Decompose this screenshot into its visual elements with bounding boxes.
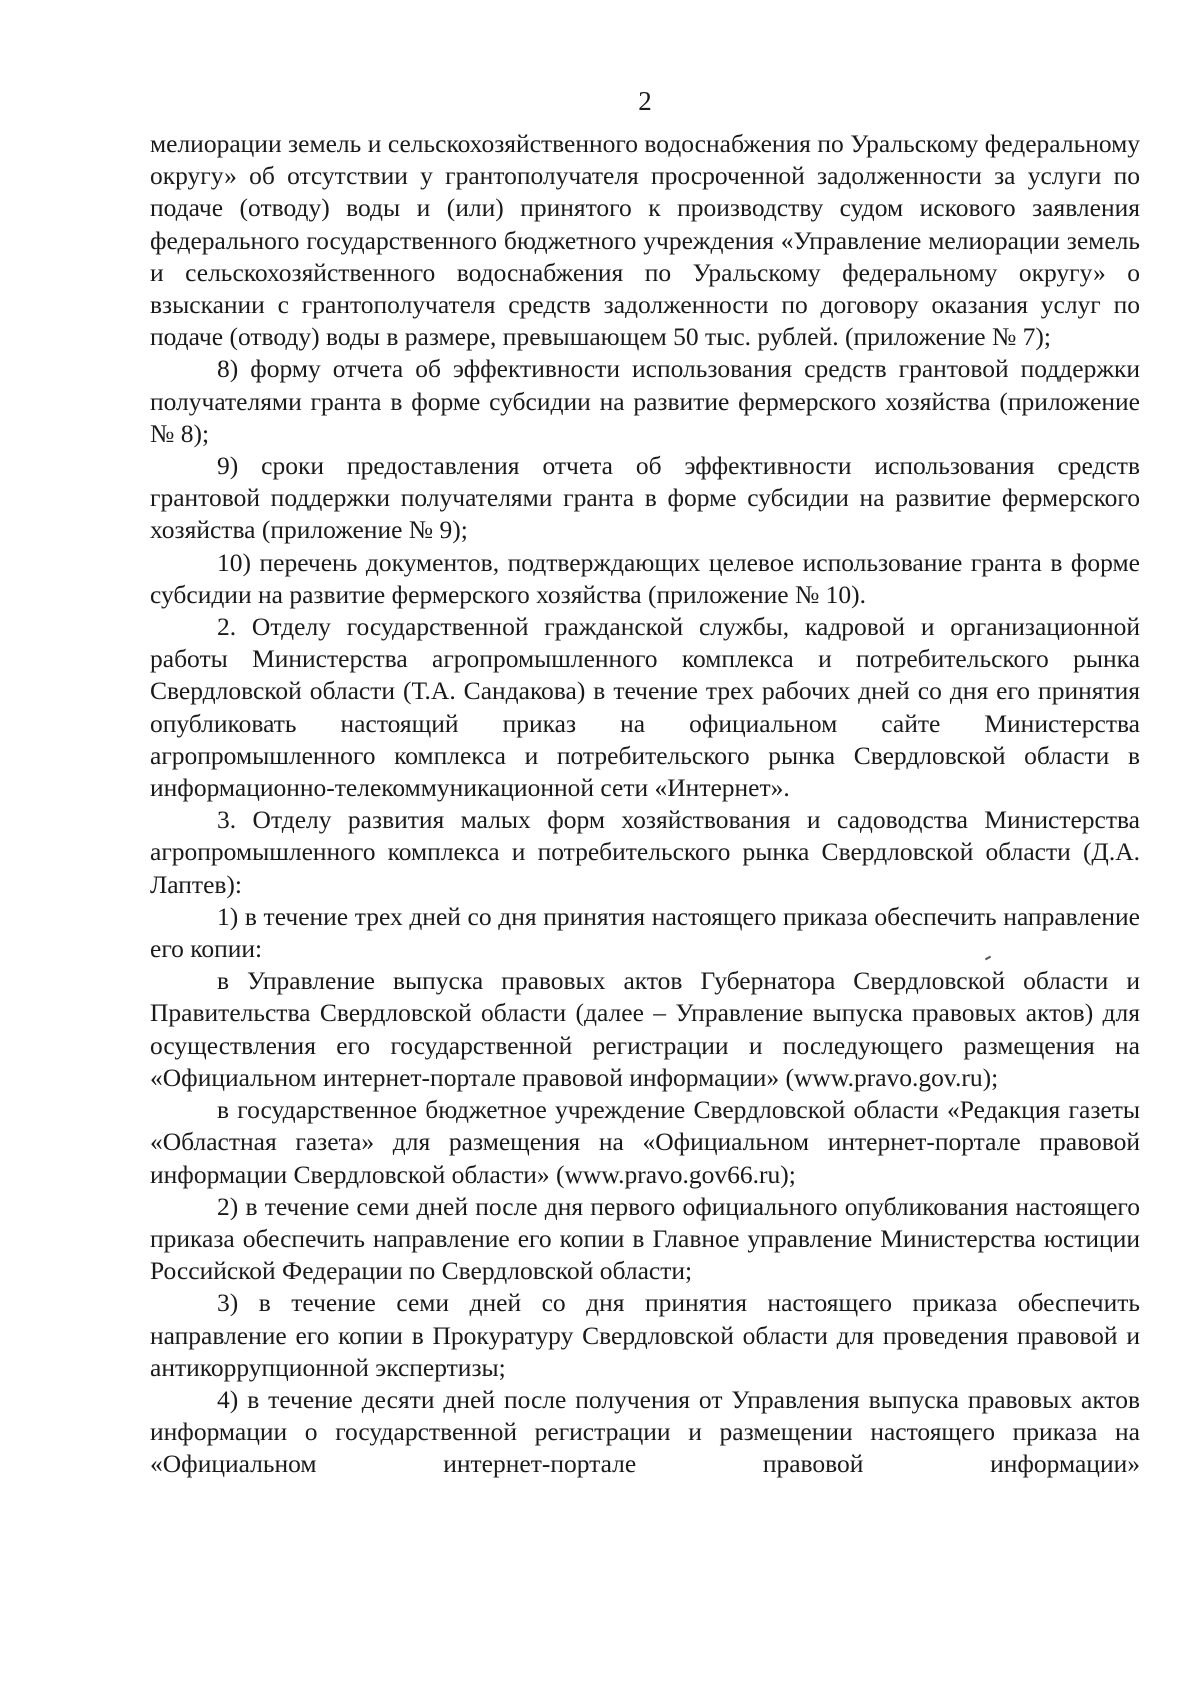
paragraph-recipient-2: в государственное бюджетное учреждение Свердловской области «Редакция газеты «Областная газета» для размещения на «Официальном интернет-портале правовой информации Свердловской области» (www.pravo.gov66.ru); [150, 1095, 1140, 1189]
paragraph-item-9: 9) сроки предоставления отчета об эффективности использования средств грантовой поддержки получателями гранта в форме субсидии на развитие фермерского хозяйства (приложение № 9); [150, 451, 1140, 545]
paragraph-item-8: 8) форму отчета об эффективности использования средств грантовой поддержки получателями гранта в форме субсидии на развитие фермерского хозяйства (приложение № 8); [150, 354, 1140, 448]
paragraph-subitem-4: 4) в течение десяти дней после получения от Управления выпуска правовых актов информации о государственной регистрации и размещении настоящего приказа на «Официальном интернет-портале правовой информации» [150, 1384, 1140, 1479]
paragraph-subitem-2: 2) в течение семи дней после дня первого официального опубликования настоящего приказа обеспечить направление его копии в Главное управление Министерства юстиции Российской Федерации по Свердловской области; [150, 1191, 1140, 1286]
paragraph-clause-3: 3. Отделу развития малых форм хозяйствования и садоводства Министерства агропромышленного комплекса и потребительского рынка Свердловской области (Д.А. Лаптев): [150, 805, 1140, 899]
paragraph-item-10: 10) перечень документов, подтверждающих целевое использование гранта в форме субсидии на развитие фермерского хозяйства (приложение № 10). [150, 547, 1140, 609]
paragraph-recipient-1: в Управление выпуска правовых актов Губернатора Свердловской области и Правительства Свердловской области (далее – Управление выпуска правовых актов) для осуществления его государственной регистрации и последующего размещения на «Официальном интернет-портале правовой информации» (www.pravo.gov.ru); [150, 966, 1140, 1092]
page-number: 2 [638, 86, 652, 116]
paragraph-subitem-1: 1) в течение трех дней со дня принятия настоящего приказа обеспечить направление его копии: [150, 901, 1140, 964]
paragraph-clause-2: 2. Отделу государственной гражданской службы, кадровой и организационной работы Министерства агропромышленного комплекса и потребительского рынка Свердловской области (Т.А. Сандакова) в течение трех рабочих дней со дня его принятия опубликовать настоящий приказ на официальном сайте Министерства агропромышленного комплекса и потребительского рынка Свердловской области в информационно-телекоммуникационной сети «Интернет». [150, 612, 1140, 803]
paragraph-continuation: мелиорации земель и сельскохозяйственного водоснабжения по Уральскому федеральному округу» об отсутствии у грантополучателя просроченной задолженности за услуги по подаче (отводу) воды и (или) принятого к производству судом искового заявления федерального государственного бюджетного учреждения «Управление мелиорации земель и сельскохозяйственного водоснабжения по Уральскому федеральному округу» о взыскании с грантополучателя средств задолженности по договору оказания услуг по подаче (отводу) воды в размере, превышающем 50 тыс. рублей. (приложение № 7); [150, 129, 1140, 352]
document-body [150, 128, 1140, 1481]
paragraph-subitem-3: 3) в течение семи дней со дня принятия настоящего приказа обеспечить направление его копии в Прокуратуру Свердловской области для проведения правовой и антикоррупционной экспертизы; [150, 1288, 1140, 1382]
